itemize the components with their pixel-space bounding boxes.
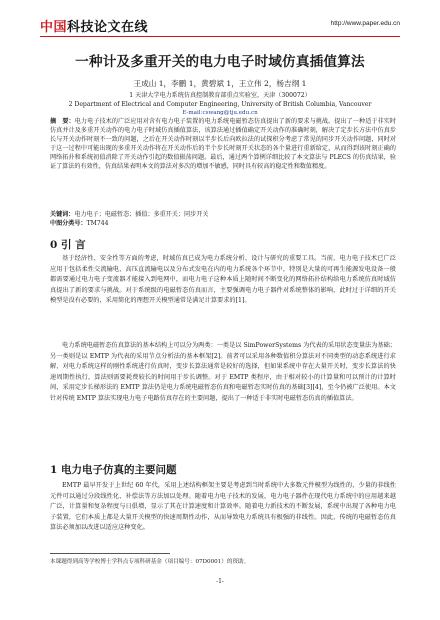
section1-paragraph-1: EMTP 最早开发于上世纪 60 年代，采用上述结构框架主要是考虑到当时系统中大多数元件模型为线性的，少量的非线性元件可以通过分段线性化、补偿法等方法加以处理。随着电力电子技术的发展，电力电子器件在现代电力系统中的应用越来越广泛，计算量和复杂程度与日俱增，显示了其在计算速度和计算效率。随着电力新技术的不断发展，系统中出现了各种电力电子装置，它们本质上都是大量开关模型的快速周期性动作，从而导致电力系统具有极强的非线性。因此，传统的电磁暂态仿真算法必须加以改进以适应这种变化。 — [50, 482, 396, 532]
site-url[interactable]: http://www.paper.edu.cn — [330, 20, 400, 27]
affiliation-1: 1 天津大学电力系统仿真控制教育部重点实验室，天津（300072） — [129, 92, 311, 99]
logo-black-text: 科技论文在线 — [67, 19, 149, 34]
abstract — [50, 117, 396, 172]
classification-value: TM744 — [86, 220, 109, 227]
page-number: -1- — [216, 578, 224, 585]
classification-label: 中图分类号： — [50, 220, 87, 227]
keywords-text: 电力电子；电磁暂态；插值；多重开关；同步开关 — [74, 211, 209, 218]
classification — [50, 218, 396, 227]
logo-red-text: 中国 — [40, 19, 68, 34]
keywords — [50, 209, 396, 218]
footnote: 本课题得到高等学校博士学科点专项科研基金（项目编号：07D0001）的资助。 — [50, 559, 250, 565]
abstract-label: 摘 要： — [50, 118, 75, 125]
section-heading-intro: 0 引 言 — [50, 239, 86, 251]
paper-authors: 王成山 1，李鹏 1，黄碧斌 1，王立伟 2，杨吉纲 1 — [133, 79, 307, 88]
author-email[interactable]: E-mail:cswang@tju.edu.cn — [182, 110, 258, 116]
intro-paragraph-1: 基于经济性、安全性等方面的考虑，时域仿真已成为电力系统分析、设计与研究的重要工具。当前，电力电子技术已广泛应用于包括柔性交流输电、高压直流输电以及分布式发电在内的电力系统各个环节中，特别是大量的可再生能源发电设备一般都需要通过电力电子变流器才能接入到电网中，而电力电子这种本质上随时间不断变化的网络拓扑结构给电力系统仿真时域仿真提出了新的要求与挑战。对于系统级的电磁暂态仿真而言，主要强调电力电子器件对系统整体的影响，此时过于详细的开关模型是没有必要的，采用简化的理想开关模型通常是满足计算要求的[1]。 — [50, 255, 396, 305]
footnote-divider — [50, 553, 170, 554]
paper-title: 一种计及多重开关的电力电子时域仿真插值算法 — [75, 54, 365, 70]
page-header — [40, 14, 400, 36]
abstract-text: 电力电子技术的广泛应用对含有电力电子装置的电力系统电磁暂态仿真提出了新的要求与挑战。提出了一种适于非实时仿真并计及多重开关动作的电力电子时域仿真插值算法，该算法通过插值确定开关动作的准确时刻，解决了定步长方法中仿真步长与开关动作时刻不一致的问题，之后在开关动作时刻以半步长后向欧拉法的试探积分考虑了常见的同步开关动作问题，同时对于这一过程中可能出现的多重开关动作将在开关动作后的半个步长时刻开关状态的各个量进行重新给定，从而得到该时刻正确的网络拓扑和系统初值消除了开关动作引起的数值振荡问题。最后，通过两个算例详细比较了本文算法与 PLECS 的仿真结果，验证了算法的有效性，仿真结果表明本文的算法对多次的增加不敏感，同时具有较高的稳定性和数值精度。 — [50, 118, 397, 171]
intro-paragraph-2: 电力系统电磁暂态仿真算法的基本结构上可以分为两类：一类是以 SimPowerSystems 为代表的采用状态变量法为基础；另一类则是以 EMTP 为代表的采用节点分析法的基本框架[2]。前者可以采用各种数值积分算法对不同类型的动态系统进行求解，对电力系统这样的刚性系统进行仿真时，变步长算法通常是较好的选择，但如果系统中存在大量开关时，变步长算法的快速周期性执行，算法则需要耗费较长的时间用于步长调整。对于 EMTP 类程序，由于相对较小的计算量和可以预计的计算时间，采用定步长梯形法的 EMTP 算法仍是电力系统电磁暂态仿真和电磁暂态实时仿真的基础[3][4]，至今仍被广泛使用。本文针对传统 EMTP 算法实现电力电子电路仿真存在的主要问题，提出了一种适于非实时电磁暂态仿真的插值算法。 — [50, 342, 396, 402]
header-divider — [40, 36, 400, 37]
keywords-label: 关键词： — [50, 211, 75, 218]
section-heading-1: 1 电力电子仿真的主要问题 — [50, 464, 177, 476]
affiliation-2: 2 Department of Electrical and Computer Engineering, University of British Columbia, Vancouver — [68, 101, 372, 108]
site-logo[interactable] — [40, 16, 148, 35]
